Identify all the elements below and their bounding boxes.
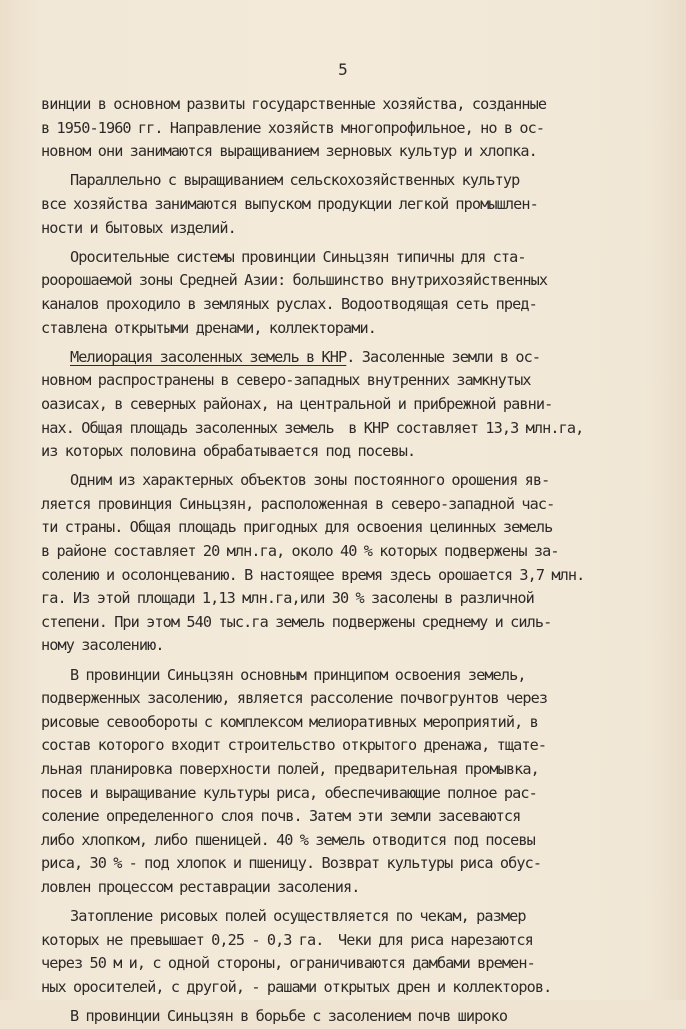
text-line: нах. Общая площадь засоленных земель в КНР составляет 13,3 млн.га, bbox=[41, 418, 584, 437]
body-text bbox=[41, 93, 651, 1029]
paragraph bbox=[41, 664, 651, 900]
paragraph bbox=[41, 346, 651, 464]
text-line: ставлена открытыми дренами, коллекторами. bbox=[41, 318, 376, 337]
paragraph bbox=[41, 905, 651, 999]
text-line: оазисах, в северных районах, на центральной и прибрежной равни- bbox=[41, 394, 553, 413]
text-line: га. Из этой площади 1,13 млн.га,или 30 % засолены в различной bbox=[41, 589, 534, 608]
text-line: либо хлопком, либо пшеницей. 40 % земель отводится под посевы bbox=[41, 830, 535, 849]
text-line: состав которого входит строительство открытого дренажа, тщате- bbox=[41, 736, 547, 755]
text-line: солению и осолонцеванию. В настоящее время здесь орошается 3,7 млн. bbox=[41, 565, 585, 584]
text-line: льная планировка поверхности полей, предварительная промывка, bbox=[41, 760, 539, 778]
text-line: новном распространены в северо-западных внутренних замкнутых bbox=[41, 371, 531, 390]
text-line: винции в основном развиты государственные хозяйства, созданные bbox=[41, 95, 547, 113]
text-line: степени. При этом 540 тыс.га земель подвержены среднему и силь- bbox=[41, 612, 552, 631]
text-line: роорошаемой зоны Средней Азии: большинство внутрихозяйственных bbox=[41, 271, 548, 290]
text-line: ловлен процессом реставрации засоления. bbox=[41, 877, 360, 896]
text-line: В провинции Синьцзян в борьбе с засолением почв широко bbox=[41, 1007, 508, 1026]
text-line: посев и выращивание культуры риса, обеспечивающие полное рас- bbox=[41, 783, 537, 802]
text-line: новном они занимаются выращиванием зерновых культур и хлопка. bbox=[41, 142, 537, 161]
text-line: Затопление рисовых полей осуществляется по чекам, размер bbox=[41, 907, 526, 926]
text-line: ти страны. Общая площадь пригодных для освоения целинных земель bbox=[41, 518, 553, 537]
text-line: соление определенного слоя почв. Затем эти земли засеваются bbox=[41, 807, 521, 826]
text-line: В провинции Синьцзян основным принципом освоения земель, bbox=[41, 665, 526, 684]
text-line: которых не превышает 0,25 - 0,3 га. Чеки для риса нарезаются bbox=[41, 930, 533, 949]
text-line: рисовые севообороты с комплексом мелиоративных мероприятий, в bbox=[41, 712, 538, 731]
text-line: ности и бытовых изделий. bbox=[41, 218, 236, 237]
text-line: подверженных засолению, является рассоление почвогрунтов через bbox=[41, 689, 548, 708]
text-line: Параллельно с выращиванием сельскохозяйственных культур bbox=[41, 171, 520, 190]
text-line: ляется провинция Синьцзян, расположенная в северо-западной час- bbox=[41, 494, 555, 513]
text-line: риса, 30 % - под хлопок и пшеницу. Возврат культуры риса обус- bbox=[41, 854, 542, 873]
section-heading: Мелиорация засоленных земель в КНР bbox=[69, 347, 347, 366]
text-line: ных оросителей, с другой, - рашами открытых дрен и коллекторов. bbox=[41, 977, 552, 996]
paragraph bbox=[41, 93, 651, 164]
text-line: каналов проходило в земляных руслах. Водоотводящая сеть пред- bbox=[41, 294, 537, 313]
text-line: в районе составляет 20 млн.га, около 40 % которых подвержены за- bbox=[41, 542, 559, 561]
text-line: через 50 м и, с одной стороны, ограничиваются дамбами времен- bbox=[41, 954, 535, 973]
paragraph bbox=[41, 1005, 651, 1029]
paragraph bbox=[41, 469, 651, 658]
text-line: из которых половина обрабатывается под посевы. bbox=[41, 442, 416, 461]
text-line: все хозяйства занимаются выпуском продукции легкой промышлен- bbox=[41, 194, 538, 213]
text-line: в 1950-1960 гг. Направление хозяйств многопрофильное, но в ос- bbox=[41, 118, 545, 137]
heading-line-rest: . Засоленные земли в ос- bbox=[346, 347, 541, 366]
paragraph bbox=[41, 169, 651, 240]
page-number: 5 bbox=[338, 60, 348, 79]
text-line: ному засолению. bbox=[41, 636, 164, 655]
text-line: Оросительные системы провинции Синьцзян типичны для ста- bbox=[41, 247, 526, 266]
heading-line bbox=[41, 346, 651, 370]
text-line: Одним из характерных объектов зоны постоянного орошения яв- bbox=[41, 471, 550, 490]
paragraph bbox=[41, 246, 651, 340]
